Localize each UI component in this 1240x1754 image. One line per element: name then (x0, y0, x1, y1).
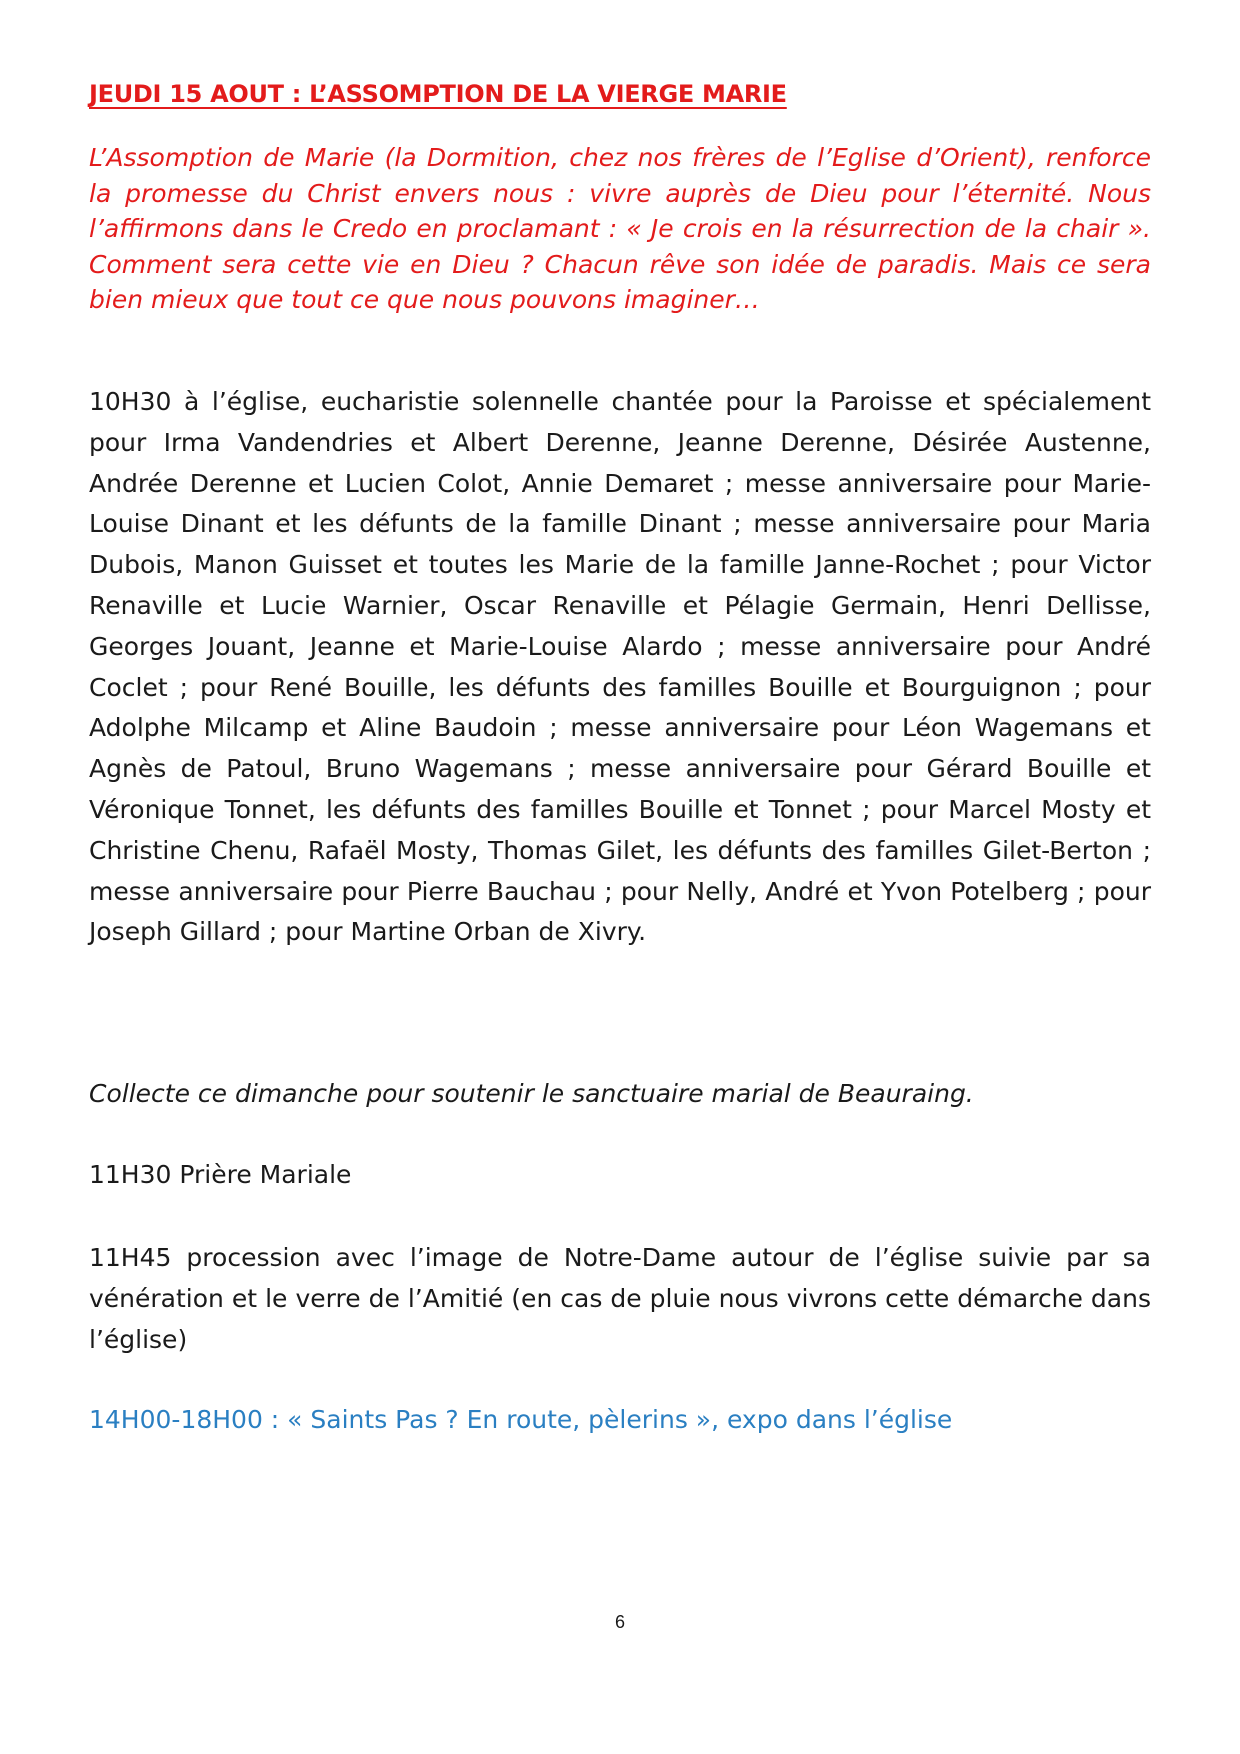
page-number: 6 (614, 1612, 625, 1632)
collection-note: Collecte ce dimanche pour soutenir le sanctuaire marial de Beauraing. (89, 1079, 974, 1108)
page-title: JEUDI 15 AOUT : L’ASSOMPTION DE LA VIERGE MARIE (89, 80, 787, 108)
marian-prayer-line: 11H30 Prière Mariale (89, 1160, 352, 1189)
exhibition-line: 14H00-18H00 : « Saints Pas ? En route, pèlerins », expo dans l’église (89, 1405, 953, 1434)
intro-paragraph: L’Assomption de Marie (la Dormition, chez nos frères de l’Eglise d’Orient), renforce la promesse du Christ envers nous : vivre auprès de Dieu pour l’éternité. Nous l’affirmons dans le Credo en proclamant : « Je crois en la résurrection de la chair ». Comment sera cette vie en Dieu ? Chacun rêve son idée de paradis. Mais ce sera bien mieux que tout ce que nous pouvons imaginer… (89, 143, 1151, 314)
mass-intentions-paragraph: 10H30 à l’église, eucharistie solennelle chantée pour la Paroisse et spécialement pour Irma Vandendries et Albert Derenne, Jeanne Derenne, Désirée Austenne, Andrée Derenne et Lucien Colot, Annie Demaret ; messe anniversaire pour Marie-Louise Dinant et les défunts de la famille Dinant ; messe anniversaire pour Maria Dubois, Manon Guisset et toutes les Marie de la famille Janne-Rochet ; pour Victor Renaville et Lucie Warnier, Oscar Renaville et Pélagie Germain, Henri Dellisse, Georges Jouant, Jeanne et Marie-Louise Alardo ; messe anniversaire pour André Coclet ; pour René Bouille, les défunts des familles Bouille et Bourguignon ; pour Adolphe Milcamp et Aline Baudoin ; messe anniversaire pour Léon Wagemans et Agnès de Patoul, Bruno Wagemans ; messe anniversaire pour Gérard Bouille et Véronique Tonnet, les défunts des familles Bouille et Tonnet ; pour Marcel Mosty et Christine Chenu, Rafaël Mosty, Thomas Gilet, les défunts des familles Gilet-Berton ; messe anniversaire pour Pierre Bauchau ; pour Nelly, André et Yvon Potelberg ; pour Joseph Gillard ; pour Martine Orban de Xivry. (89, 387, 1151, 947)
procession-paragraph: 11H45 procession avec l’image de Notre-Dame autour de l’église suivie par sa vénération et le verre de l’Amitié (en cas de pluie nous vivrons cette démarche dans l’église) (89, 1243, 1151, 1354)
